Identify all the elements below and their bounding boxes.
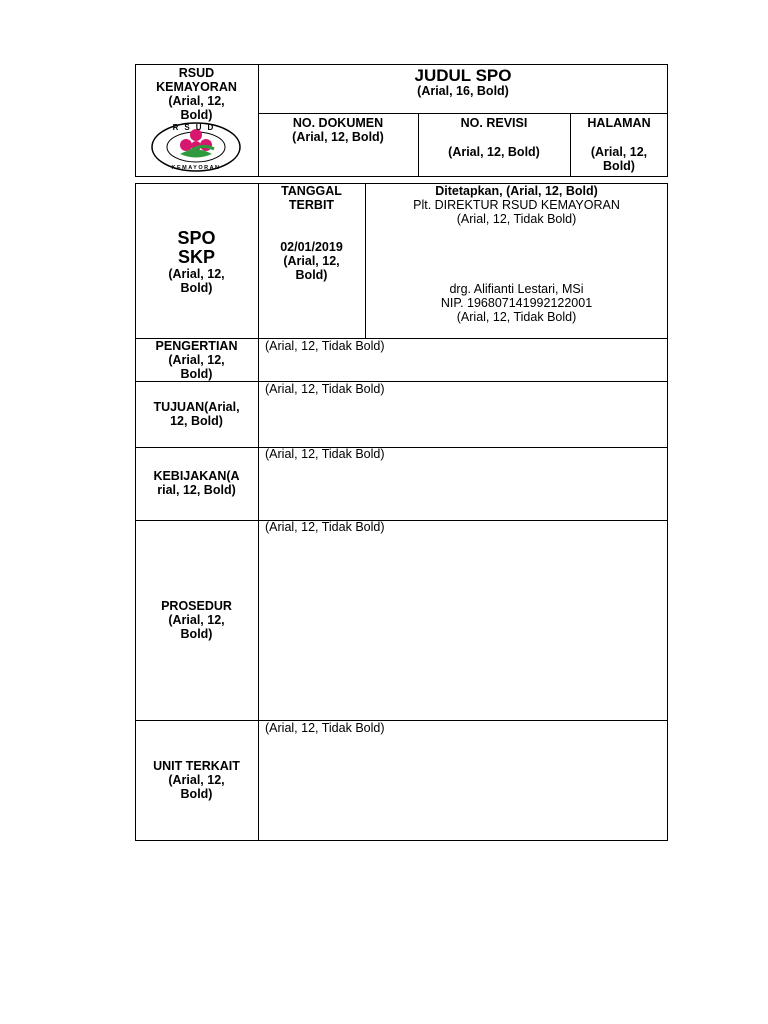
- spo-title-line2: SKP: [177, 247, 215, 267]
- logo-bottom-text: KEMAYORAN: [171, 165, 221, 171]
- section-label-line: 12, Bold): [170, 414, 223, 428]
- page-font-line1: (Arial, 12,: [590, 145, 648, 159]
- section-label-line: Bold): [180, 627, 213, 641]
- section-label-line: TUJUAN(Arial,: [153, 400, 240, 414]
- section-content-pengertian: (Arial, 12, Tidak Bold): [265, 339, 385, 353]
- doc-number-cell: [258, 116, 418, 144]
- issue-date-value: [258, 240, 365, 282]
- issue-font-line1: (Arial, 12,: [283, 254, 340, 268]
- director-title: Plt. DIREKTUR RSUD KEMAYORAN: [413, 198, 620, 212]
- signer-font: (Arial, 12, Tidak Bold): [456, 310, 577, 324]
- section-content-tujuan: (Arial, 12, Tidak Bold): [265, 382, 385, 396]
- section-label-line: (Arial, 12,: [168, 353, 225, 367]
- issue-label-line2: TERBIT: [288, 198, 335, 212]
- section-label-line: PROSEDUR: [161, 599, 232, 613]
- director-font: (Arial, 12, Tidak Bold): [456, 212, 577, 226]
- section-label-line: rial, 12, Bold): [157, 483, 236, 497]
- hospital-name: [135, 66, 258, 122]
- section-label-tujuan: [135, 400, 258, 428]
- hospital-font-note-2: Bold): [180, 108, 213, 122]
- approval-label: Ditetapkan, (Arial, 12, Bold): [435, 184, 598, 198]
- hospital-name-line1: RSUD: [178, 66, 215, 80]
- revision-font: (Arial, 12, Bold): [448, 145, 540, 159]
- revision-label: NO. REVISI: [460, 116, 528, 130]
- doc-number-label: NO. DOKUMEN: [292, 116, 384, 130]
- section-label-line: UNIT TERKAIT: [153, 759, 240, 773]
- spo-font-line2: Bold): [180, 281, 213, 295]
- spo-font-line1: (Arial, 12,: [168, 267, 225, 281]
- section-label-line: (Arial, 12,: [168, 613, 225, 627]
- issue-label-line1: TANGGAL: [281, 184, 342, 198]
- page-font-line2: Bold): [603, 159, 635, 173]
- section-label-line: Bold): [180, 787, 213, 801]
- section-content-prosedur: (Arial, 12, Tidak Bold): [265, 520, 385, 534]
- section-label-kebijakan: [135, 469, 258, 497]
- hospital-name-line2: KEMAYORAN: [156, 80, 237, 94]
- page-label: HALAMAN: [587, 116, 651, 130]
- section-label-line: KEBIJAKAN(A: [153, 469, 240, 483]
- issue-date: 02/01/2019: [280, 240, 343, 254]
- section-content-kebijakan: (Arial, 12, Tidak Bold): [265, 447, 385, 461]
- section-label-unit-terkait: [135, 759, 258, 801]
- signer-name: drg. Alifianti Lestari, MSi: [449, 282, 584, 296]
- logo-top-text: RSUD: [172, 123, 220, 132]
- section-label-pengertian: [135, 339, 258, 381]
- section-label-prosedur: [135, 599, 258, 641]
- header-divider-horizontal: [258, 113, 668, 114]
- signer-nip: NIP. 196807141992122001: [440, 296, 593, 310]
- spo-title-line1: SPO: [177, 228, 216, 248]
- signer-block: [365, 282, 668, 324]
- section-label-line: PENGERTIAN: [155, 339, 238, 353]
- document-title-font: (Arial, 16, Bold): [417, 84, 509, 98]
- approval-block: [365, 184, 668, 226]
- page-font: [570, 145, 668, 173]
- document-title: JUDUL SPO: [414, 66, 512, 85]
- issue-date-label: [258, 184, 365, 212]
- spo-title-cell: [135, 229, 258, 295]
- hospital-logo: [150, 121, 242, 173]
- doc-number-font: (Arial, 12, Bold): [292, 130, 384, 144]
- section-label-line: (Arial, 12,: [168, 773, 225, 787]
- section-label-line: Bold): [180, 367, 213, 381]
- issue-font-line2: Bold): [295, 268, 328, 282]
- section-content-unit-terkait: (Arial, 12, Tidak Bold): [265, 721, 385, 735]
- hospital-font-note-1: (Arial, 12,: [168, 94, 225, 108]
